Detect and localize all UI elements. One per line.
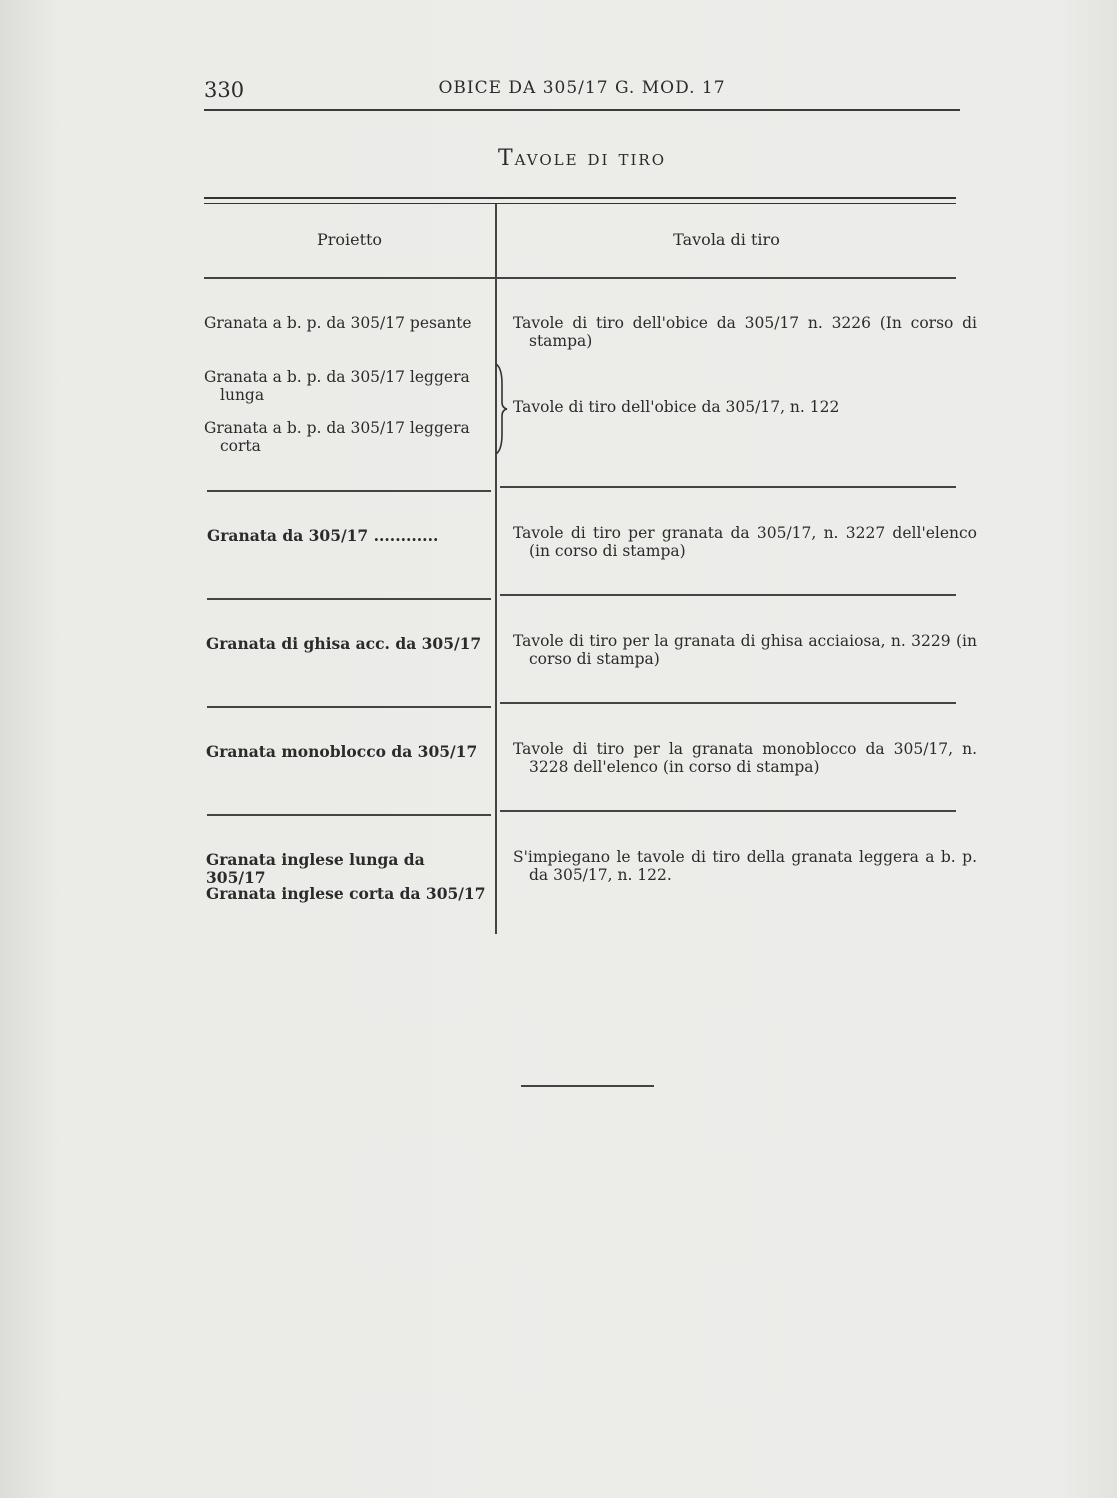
end-rule [521,1085,654,1087]
projectile-cell: Granata monoblocco da 305/17 [206,742,478,761]
header-bottom-rule [204,277,956,279]
page-number: 330 [204,78,245,102]
projectile-cell: Granata a b. p. da 305/17 leggera lunga [204,368,470,404]
row-separator [500,810,956,812]
row-separator [500,486,956,488]
column-header-tavola: Tavola di tiro [673,230,780,249]
firing-table-cell: Tavole di tiro per la granata di ghisa acciaiosa, n. 3229 (in corso di stampa) [513,632,977,668]
firing-table-cell: Tavole di tiro per granata da 305/17, n. 3227 dell'elenco (in corso di stampa) [513,524,977,560]
projectile-cell: Granata a b. p. da 305/17 pesante [204,314,472,332]
row-separator [207,598,491,600]
row-separator [207,490,491,492]
curly-brace [494,364,508,454]
projectile-cell: Granata inglese corta da 305/17 [206,884,486,903]
section-title: Tavole di tiro [498,146,666,171]
row-separator [207,706,491,708]
running-title: OBICE DA 305/17 G. MOD. 17 [438,78,726,98]
projectile-cell: Granata a b. p. da 305/17 leggera corta [204,419,470,455]
table-top-rule [204,197,956,199]
projectile-cell: Granata da 305/17 ............ [207,526,439,545]
table-top-rule-thin [204,203,956,204]
running-head [204,76,960,106]
row-separator [500,702,956,704]
row-separator [207,814,491,816]
row-separator [500,594,956,596]
firing-table-cell: Tavole di tiro dell'obice da 305/17 n. 3226 (In corso di stampa) [513,314,977,350]
column-header-proietto: Proietto [316,230,383,249]
firing-table-cell: Tavole di tiro per la granata monoblocco da 305/17, n. 3228 dell'elenco (in corso di stampa) [513,740,977,776]
firing-table-cell: Tavole di tiro dell'obice da 305/17, n. 122 [513,398,840,416]
header-rule [204,109,960,111]
projectile-cell: Granata di ghisa acc. da 305/17 [206,634,482,653]
projectile-cell: Granata inglese lunga da 305/17 [206,850,425,887]
firing-table-cell: S'impiegano le tavole di tiro della granata leggera a b. p. da 305/17, n. 122. [513,848,977,884]
